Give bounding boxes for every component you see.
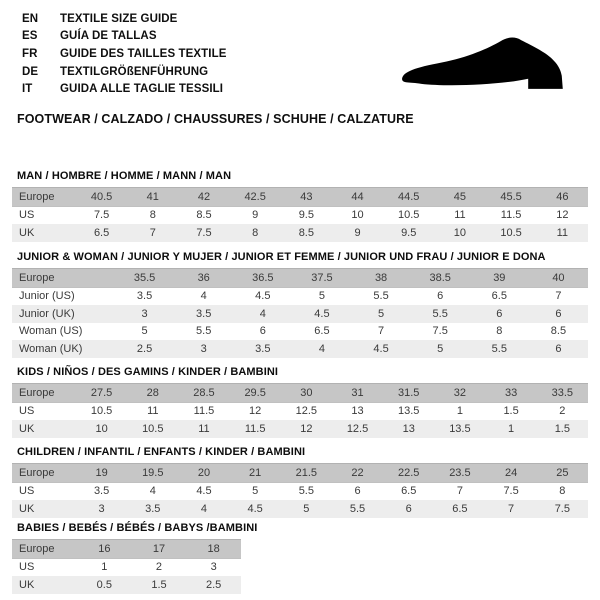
- size-cell: 22: [332, 464, 383, 483]
- size-cell: 12.5: [332, 420, 383, 438]
- size-row: [12, 558, 241, 576]
- size-cell: 29.5: [230, 384, 281, 403]
- section-title: MAN / HOMBRE / HOMME / MANN / MAN: [17, 170, 232, 182]
- size-cell: 4: [178, 500, 229, 518]
- size-cell: 6.5: [434, 500, 485, 518]
- size-cell: 12: [556, 209, 569, 222]
- size-cell: 5.5: [373, 290, 389, 303]
- section-babies: [12, 522, 257, 594]
- size-cell: 8.5: [550, 325, 567, 338]
- size-cell: 1.5: [132, 576, 187, 594]
- section-man: [12, 170, 588, 242]
- section-kids: [12, 366, 588, 438]
- language-row: [22, 28, 227, 46]
- language-code: ES: [22, 30, 38, 43]
- size-cell: 38.5: [411, 269, 470, 288]
- language-title: GUIDA ALLE TAGLIE TESSILI: [60, 83, 224, 96]
- size-cell: 33: [486, 384, 537, 403]
- size-table-man: [12, 187, 588, 242]
- language-code: EN: [22, 12, 39, 25]
- size-cell: 2.5: [115, 340, 174, 358]
- size-cell: 4.5: [230, 500, 281, 518]
- size-cell: 7: [378, 325, 385, 338]
- language-code: DE: [22, 65, 39, 78]
- row-label: UK: [12, 500, 76, 518]
- size-cell: 13.5: [398, 405, 420, 418]
- language-code: FR: [22, 47, 38, 60]
- size-cell: 6: [354, 485, 361, 498]
- size-row: [12, 340, 588, 358]
- size-cell: 11: [178, 420, 229, 438]
- size-cell: 4: [233, 305, 292, 323]
- size-cell: 2.5: [186, 576, 241, 594]
- row-label: US: [19, 405, 35, 418]
- row-label: Europe: [12, 269, 115, 288]
- size-cell: 6.5: [314, 325, 330, 338]
- size-cell: 18: [186, 540, 241, 559]
- size-row: [12, 384, 588, 403]
- size-cell: 8: [559, 485, 566, 498]
- size-cell: 5.5: [470, 340, 529, 358]
- size-cell: 28.5: [178, 384, 229, 403]
- size-cell: 4.5: [196, 485, 212, 498]
- size-cell: 8: [149, 209, 156, 222]
- size-cell: 4.5: [292, 305, 351, 323]
- size-cell: 3.5: [174, 305, 233, 323]
- size-table-junior-woman: [12, 268, 588, 358]
- size-row: [12, 206, 588, 224]
- size-row: [12, 224, 588, 242]
- size-cell: 5: [252, 485, 259, 498]
- size-row: [12, 323, 588, 341]
- size-cell: 11: [454, 209, 466, 222]
- language-list: [22, 10, 227, 98]
- row-label: Junior (US): [19, 290, 75, 303]
- size-cell: 13: [351, 405, 364, 418]
- size-cell: 3.5: [233, 340, 292, 358]
- row-label: Europe: [12, 188, 76, 207]
- size-row: [12, 576, 241, 594]
- size-cell: 4.5: [352, 340, 411, 358]
- size-cell: 5: [281, 500, 332, 518]
- section-title: BABIES / BEBÉS / BÉBÉS / BABYS /BAMBINI: [17, 522, 258, 534]
- size-cell: 36: [174, 269, 233, 288]
- size-cell: 6.5: [76, 224, 127, 242]
- size-cell: 7: [555, 290, 562, 303]
- size-cell: 7: [486, 500, 537, 518]
- size-cell: 6: [383, 500, 434, 518]
- row-label: Europe: [12, 540, 77, 559]
- size-cell: 9.5: [298, 209, 314, 222]
- size-cell: 8: [496, 325, 503, 338]
- size-cell: 5: [352, 305, 411, 323]
- size-cell: 12.5: [295, 405, 318, 418]
- size-cell: 35.5: [115, 269, 174, 288]
- size-cell: 11: [147, 405, 159, 418]
- size-cell: 43: [281, 188, 332, 207]
- row-label: Europe: [12, 384, 76, 403]
- row-label: UK: [12, 224, 76, 242]
- size-cell: 5.5: [298, 485, 314, 498]
- language-code: IT: [22, 83, 33, 96]
- size-cell: 3.5: [136, 290, 153, 303]
- size-cell: 12: [249, 405, 262, 418]
- row-label: UK: [12, 420, 76, 438]
- size-cell: 44.5: [383, 188, 434, 207]
- size-cell: 4: [292, 340, 351, 358]
- shoe-icon: [399, 32, 576, 95]
- size-row: [12, 464, 588, 483]
- row-label: Woman (US): [19, 325, 83, 338]
- language-row: [22, 80, 227, 98]
- size-cell: 24: [486, 464, 537, 483]
- size-row: [12, 188, 588, 207]
- size-cell: 25: [537, 464, 588, 483]
- size-cell: 4: [149, 485, 156, 498]
- size-cell: 27.5: [76, 384, 127, 403]
- size-cell: 36.5: [233, 269, 292, 288]
- size-cell: 5: [141, 325, 148, 338]
- size-cell: 7: [127, 224, 178, 242]
- size-cell: 9: [332, 224, 383, 242]
- size-cell: 3: [115, 305, 174, 323]
- row-label: UK: [12, 576, 77, 594]
- language-title: TEXTILGRÖßENFÜHRUNG: [60, 65, 209, 78]
- size-cell: 7: [456, 485, 463, 498]
- row-label: Europe: [12, 464, 76, 483]
- size-cell: 46: [537, 188, 588, 207]
- row-label: US: [19, 209, 35, 222]
- category-line: FOOTWEAR / CALZADO / CHAUSSURES / SCHUHE / CALZATURE: [17, 112, 414, 126]
- size-table-babies: [12, 539, 241, 594]
- size-cell: 7.5: [503, 485, 519, 498]
- size-cell: 30: [281, 384, 332, 403]
- section-children: [12, 446, 588, 518]
- size-cell: 4.5: [255, 290, 271, 303]
- size-row: [12, 402, 588, 420]
- size-cell: 19: [76, 464, 127, 483]
- size-cell: 6: [470, 305, 529, 323]
- language-row: [22, 45, 227, 63]
- size-cell: 11.5: [500, 209, 522, 222]
- size-cell: 1.5: [537, 420, 588, 438]
- size-row: [12, 540, 241, 559]
- size-table-children: [12, 463, 588, 518]
- size-cell: 2: [559, 405, 566, 418]
- size-cell: 37.5: [292, 269, 351, 288]
- language-title: GUIDE DES TAILLES TEXTILE: [60, 47, 227, 60]
- size-cell: 6: [437, 290, 444, 303]
- size-cell: 44: [332, 188, 383, 207]
- size-row: [12, 305, 588, 323]
- size-cell: 10: [76, 420, 127, 438]
- size-cell: 10.5: [90, 405, 113, 418]
- size-cell: 10.5: [398, 209, 420, 222]
- size-cell: 10.5: [127, 420, 178, 438]
- size-cell: 10: [434, 224, 485, 242]
- section-title: JUNIOR & WOMAN / JUNIOR Y MUJER / JUNIOR ET FEMME / JUNIOR UND FRAU / JUNIOR E DONA: [17, 251, 546, 263]
- size-cell: 23.5: [434, 464, 485, 483]
- size-cell: 40.5: [76, 188, 127, 207]
- size-row: [12, 500, 588, 518]
- section-junior-woman: [12, 251, 588, 358]
- language-title: GUÍA DE TALLAS: [60, 30, 157, 43]
- size-cell: 10.5: [486, 224, 537, 242]
- size-cell: 21: [230, 464, 281, 483]
- size-cell: 7.5: [178, 224, 229, 242]
- size-cell: 3.5: [127, 500, 178, 518]
- size-row: [12, 269, 588, 288]
- row-label: Woman (UK): [12, 340, 115, 358]
- size-cell: 1: [456, 405, 463, 418]
- size-cell: 3: [174, 340, 233, 358]
- size-cell: 11.5: [230, 420, 281, 438]
- size-cell: 42: [178, 188, 229, 207]
- size-cell: 1.5: [503, 405, 519, 418]
- size-cell: 45: [434, 188, 485, 207]
- size-cell: 7.5: [537, 500, 588, 518]
- size-cell: 3: [76, 500, 127, 518]
- size-cell: 28: [127, 384, 178, 403]
- size-cell: 31.5: [383, 384, 434, 403]
- section-title: CHILDREN / INFANTIL / ENFANTS / KINDER / BAMBINI: [17, 446, 306, 458]
- size-cell: 6.5: [401, 485, 417, 498]
- size-cell: 45.5: [486, 188, 537, 207]
- size-cell: 2: [155, 561, 163, 574]
- size-cell: 11: [537, 224, 588, 242]
- size-cell: 5: [318, 290, 325, 303]
- size-cell: 8.5: [281, 224, 332, 242]
- size-cell: 6: [259, 325, 266, 338]
- size-row: [12, 287, 588, 305]
- size-cell: 13: [383, 420, 434, 438]
- size-cell: 31: [332, 384, 383, 403]
- size-cell: 5.5: [332, 500, 383, 518]
- size-cell: 42.5: [230, 188, 281, 207]
- size-cell: 9.5: [383, 224, 434, 242]
- size-cell: 19.5: [127, 464, 178, 483]
- size-cell: 13.5: [434, 420, 485, 438]
- size-cell: 10: [351, 209, 364, 222]
- size-cell: 11.5: [193, 405, 215, 418]
- size-cell: 41: [127, 188, 178, 207]
- size-cell: 22.5: [383, 464, 434, 483]
- size-cell: 33.5: [537, 384, 588, 403]
- size-row: [12, 420, 588, 438]
- row-label: US: [19, 485, 35, 498]
- size-table-kids: [12, 383, 588, 438]
- size-cell: 3.5: [93, 485, 110, 498]
- size-cell: 5.5: [411, 305, 470, 323]
- language-title: TEXTILE SIZE GUIDE: [60, 12, 178, 25]
- size-cell: 6: [529, 340, 588, 358]
- size-cell: 6: [529, 305, 588, 323]
- size-cell: 4: [200, 290, 207, 303]
- size-cell: 39: [470, 269, 529, 288]
- size-cell: 12: [281, 420, 332, 438]
- row-label: US: [19, 561, 35, 574]
- size-cell: 8: [230, 224, 281, 242]
- size-cell: 9: [252, 209, 259, 222]
- size-cell: 20: [178, 464, 229, 483]
- size-cell: 6.5: [491, 290, 507, 303]
- size-cell: 16: [77, 540, 132, 559]
- size-cell: 7.5: [93, 209, 110, 222]
- row-label: Junior (UK): [12, 305, 115, 323]
- size-row: [12, 482, 588, 500]
- language-row: [22, 10, 227, 28]
- size-cell: 0.5: [77, 576, 132, 594]
- size-cell: 7.5: [432, 325, 448, 338]
- size-cell: 1: [486, 420, 537, 438]
- size-cell: 5: [411, 340, 470, 358]
- size-cell: 8.5: [196, 209, 212, 222]
- size-cell: 1: [101, 561, 108, 574]
- size-cell: 5.5: [196, 325, 212, 338]
- language-row: [22, 63, 227, 81]
- size-cell: 3: [210, 561, 217, 574]
- size-cell: 40: [529, 269, 588, 288]
- size-cell: 38: [352, 269, 411, 288]
- size-cell: 32: [434, 384, 485, 403]
- section-title: KIDS / NIÑOS / DES GAMINS / KINDER / BAMBINI: [17, 366, 279, 378]
- size-cell: 17: [132, 540, 187, 559]
- size-cell: 21.5: [281, 464, 332, 483]
